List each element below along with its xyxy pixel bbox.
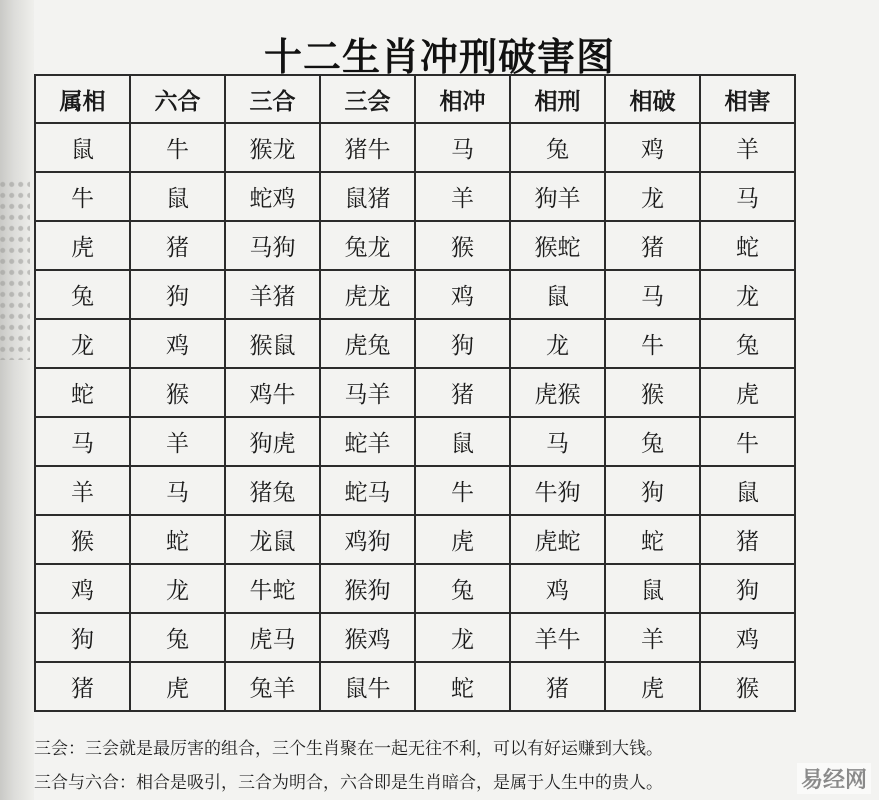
zodiac-cell: 虎 [35, 221, 130, 270]
relation-cell: 马 [510, 417, 605, 466]
relation-cell: 牛蛇 [225, 564, 320, 613]
relation-cell: 龙 [130, 564, 225, 613]
relation-cell: 猴 [700, 662, 795, 711]
table-row [35, 515, 795, 564]
note-sanhui: 三会：三会就是最厉害的组合，三个生肖聚在一起无往不利，可以有好运赚到大钱。 [34, 739, 663, 759]
scan-noise [0, 180, 30, 360]
relation-cell: 鸡 [415, 270, 510, 319]
relation-cell: 猪牛 [320, 123, 415, 172]
relation-cell: 兔 [510, 123, 605, 172]
relation-cell: 羊牛 [510, 613, 605, 662]
watermark: 易经网 [797, 763, 871, 794]
relation-cell: 狗 [130, 270, 225, 319]
relation-cell: 马 [700, 172, 795, 221]
relation-cell: 蛇 [605, 515, 700, 564]
relation-cell: 虎 [130, 662, 225, 711]
table-row [35, 662, 795, 711]
relation-cell: 鸡 [700, 613, 795, 662]
relation-cell: 兔 [415, 564, 510, 613]
relation-cell: 羊 [130, 417, 225, 466]
relation-cell: 鸡 [510, 564, 605, 613]
zodiac-cell: 狗 [35, 613, 130, 662]
table-row [35, 417, 795, 466]
table-row [35, 564, 795, 613]
relation-cell: 兔 [130, 613, 225, 662]
relation-cell: 龙鼠 [225, 515, 320, 564]
note-sanhe-liuhe: 三合与六合：相合是吸引，三合为明合，六合即是生肖暗合，是属于人生中的贵人。 [34, 773, 663, 793]
relation-cell: 羊 [415, 172, 510, 221]
relation-cell: 鼠牛 [320, 662, 415, 711]
relation-cell: 虎兔 [320, 319, 415, 368]
relation-cell: 鼠 [510, 270, 605, 319]
table-row [35, 172, 795, 221]
relation-cell: 猴蛇 [510, 221, 605, 270]
relation-cell: 蛇 [415, 662, 510, 711]
zodiac-cell: 猴 [35, 515, 130, 564]
relation-cell: 猴鼠 [225, 319, 320, 368]
relation-cell: 猴龙 [225, 123, 320, 172]
relation-cell: 龙 [605, 172, 700, 221]
relation-cell: 马 [605, 270, 700, 319]
zodiac-cell: 兔 [35, 270, 130, 319]
relation-cell: 鸡 [605, 123, 700, 172]
header-cell: 六合 [130, 75, 225, 123]
relation-cell: 鼠 [130, 172, 225, 221]
relation-cell: 蛇羊 [320, 417, 415, 466]
table-row [35, 221, 795, 270]
relation-cell: 猴 [415, 221, 510, 270]
relation-cell: 龙 [510, 319, 605, 368]
relation-cell: 龙 [415, 613, 510, 662]
zodiac-cell: 龙 [35, 319, 130, 368]
relation-cell: 猴狗 [320, 564, 415, 613]
relation-cell: 马狗 [225, 221, 320, 270]
relation-cell: 鸡 [130, 319, 225, 368]
zodiac-cell: 马 [35, 417, 130, 466]
relation-cell: 猴 [130, 368, 225, 417]
table-row [35, 319, 795, 368]
table-header-row [35, 75, 795, 123]
relation-cell: 狗 [605, 466, 700, 515]
relation-cell: 虎 [700, 368, 795, 417]
relation-cell: 狗羊 [510, 172, 605, 221]
scan-edge-shadow [0, 0, 34, 800]
relation-cell: 羊 [700, 123, 795, 172]
relation-cell: 猪 [700, 515, 795, 564]
header-cell: 三合 [225, 75, 320, 123]
relation-cell: 猪兔 [225, 466, 320, 515]
relation-cell: 兔羊 [225, 662, 320, 711]
relation-cell: 牛 [700, 417, 795, 466]
table-row [35, 466, 795, 515]
relation-cell: 蛇 [130, 515, 225, 564]
zodiac-cell: 鸡 [35, 564, 130, 613]
relation-cell: 猪 [130, 221, 225, 270]
relation-cell: 鼠 [700, 466, 795, 515]
relation-cell: 虎 [415, 515, 510, 564]
relation-cell: 牛狗 [510, 466, 605, 515]
relation-cell: 蛇马 [320, 466, 415, 515]
relation-cell: 马羊 [320, 368, 415, 417]
table-row [35, 123, 795, 172]
relation-cell: 马 [130, 466, 225, 515]
relation-cell: 虎 [605, 662, 700, 711]
zodiac-table [34, 74, 796, 712]
zodiac-cell: 羊 [35, 466, 130, 515]
relation-cell: 狗虎 [225, 417, 320, 466]
relation-cell: 鼠 [605, 564, 700, 613]
relation-cell: 猴鸡 [320, 613, 415, 662]
relation-cell: 虎龙 [320, 270, 415, 319]
table-row [35, 368, 795, 417]
header-cell: 三会 [320, 75, 415, 123]
relation-cell: 猪 [415, 368, 510, 417]
relation-cell: 兔 [605, 417, 700, 466]
relation-cell: 鼠猪 [320, 172, 415, 221]
relation-cell: 羊 [605, 613, 700, 662]
relation-cell: 牛 [130, 123, 225, 172]
relation-cell: 猪 [605, 221, 700, 270]
relation-cell: 羊猪 [225, 270, 320, 319]
relation-cell: 鸡狗 [320, 515, 415, 564]
table-body [35, 123, 795, 711]
relation-cell: 牛 [605, 319, 700, 368]
table-row [35, 270, 795, 319]
table-row [35, 613, 795, 662]
relation-cell: 狗 [415, 319, 510, 368]
relation-cell: 猪 [510, 662, 605, 711]
relation-cell: 狗 [700, 564, 795, 613]
page-title: 十二生肖冲刑破害图 [263, 35, 615, 79]
zodiac-cell: 猪 [35, 662, 130, 711]
relation-cell: 蛇鸡 [225, 172, 320, 221]
relation-cell: 鸡牛 [225, 368, 320, 417]
relation-cell: 马 [415, 123, 510, 172]
relation-cell: 兔 [700, 319, 795, 368]
relation-cell: 虎马 [225, 613, 320, 662]
relation-cell: 虎蛇 [510, 515, 605, 564]
relation-cell: 鼠 [415, 417, 510, 466]
relation-cell: 兔龙 [320, 221, 415, 270]
header-cell: 属相 [35, 75, 130, 123]
relation-cell: 猴 [605, 368, 700, 417]
zodiac-cell: 蛇 [35, 368, 130, 417]
relation-cell: 蛇 [700, 221, 795, 270]
zodiac-cell: 牛 [35, 172, 130, 221]
notes [34, 732, 854, 800]
header-cell: 相破 [605, 75, 700, 123]
relation-cell: 虎猴 [510, 368, 605, 417]
header-cell: 相冲 [415, 75, 510, 123]
zodiac-cell: 鼠 [35, 123, 130, 172]
relation-cell: 牛 [415, 466, 510, 515]
header-cell: 相刑 [510, 75, 605, 123]
header-cell: 相害 [700, 75, 795, 123]
relation-cell: 龙 [700, 270, 795, 319]
